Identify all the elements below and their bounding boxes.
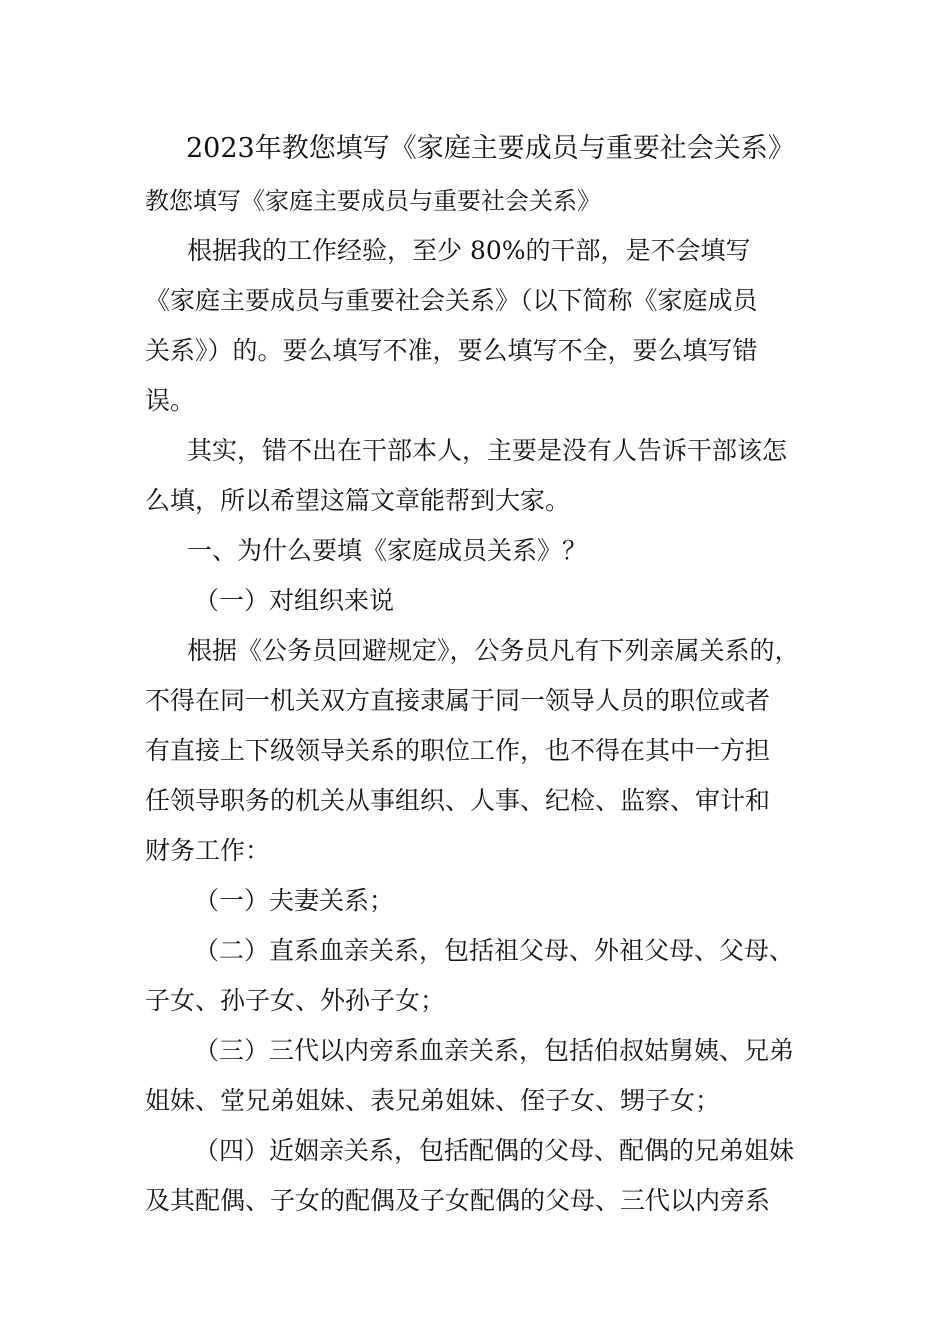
paragraph-line: 根据《公务员回避规定》，公务员凡有下列亲属关系的， bbox=[187, 636, 800, 665]
paragraph-line: 任领导职务的机关从事组织、人事、纪检、监察、审计和 bbox=[145, 786, 771, 815]
paragraph-line: 不得在同一机关双方直接隶属于同一领导人员的职位或者 bbox=[145, 686, 771, 715]
list-item: （一）夫妻关系； bbox=[194, 886, 395, 915]
list-item: （四）近姻亲关系，包括配偶的父母、配偶的兄弟姐妹 bbox=[194, 1136, 795, 1165]
paragraph-line: 有直接上下级领导关系的职位工作，也不得在其中一方担 bbox=[145, 736, 771, 765]
list-item: （二）直系血亲关系，包括祖父母、外祖父母、父母、 bbox=[194, 936, 795, 965]
section-heading: 一、为什么要填《家庭成员关系》？ bbox=[187, 536, 588, 565]
paragraph-line: 误。 bbox=[145, 386, 196, 415]
list-item-continuation: 子女、孙子女、外孙子女； bbox=[145, 986, 446, 1015]
subsection-heading: （一）对组织来说 bbox=[194, 586, 395, 615]
document-subtitle: 教您填写《家庭主要成员与重要社会关系》 bbox=[145, 187, 601, 215]
paragraph-line: 其实，错不出在干部本人，主要是没有人告诉干部该怎 bbox=[187, 436, 788, 465]
list-item-continuation: 姐妹、堂兄弟姐妹、表兄弟姐妹、侄子女、甥子女； bbox=[145, 1086, 721, 1115]
list-item-continuation: 及其配偶、子女的配偶及子女配偶的父母、三代以内旁系 bbox=[145, 1186, 771, 1215]
paragraph-line: 《家庭主要成员与重要社会关系》（以下简称《家庭成员 bbox=[145, 286, 758, 315]
paragraph-line: 么填，所以希望这篇文章能帮到大家。 bbox=[145, 486, 571, 515]
paragraph-line: 根据我的工作经验，至少 80%的干部，是不会填写 bbox=[187, 236, 751, 265]
paragraph-line: 财务工作： bbox=[145, 836, 271, 865]
paragraph-line: 关系》）的。要么填写不准，要么填写不全，要么填写错 bbox=[145, 336, 758, 365]
list-item: （三）三代以内旁系血亲关系，包括伯叔姑舅姨、兄弟 bbox=[194, 1036, 795, 1065]
document-title: 2023年教您填写《家庭主要成员与重要社会关系》 bbox=[186, 133, 795, 164]
